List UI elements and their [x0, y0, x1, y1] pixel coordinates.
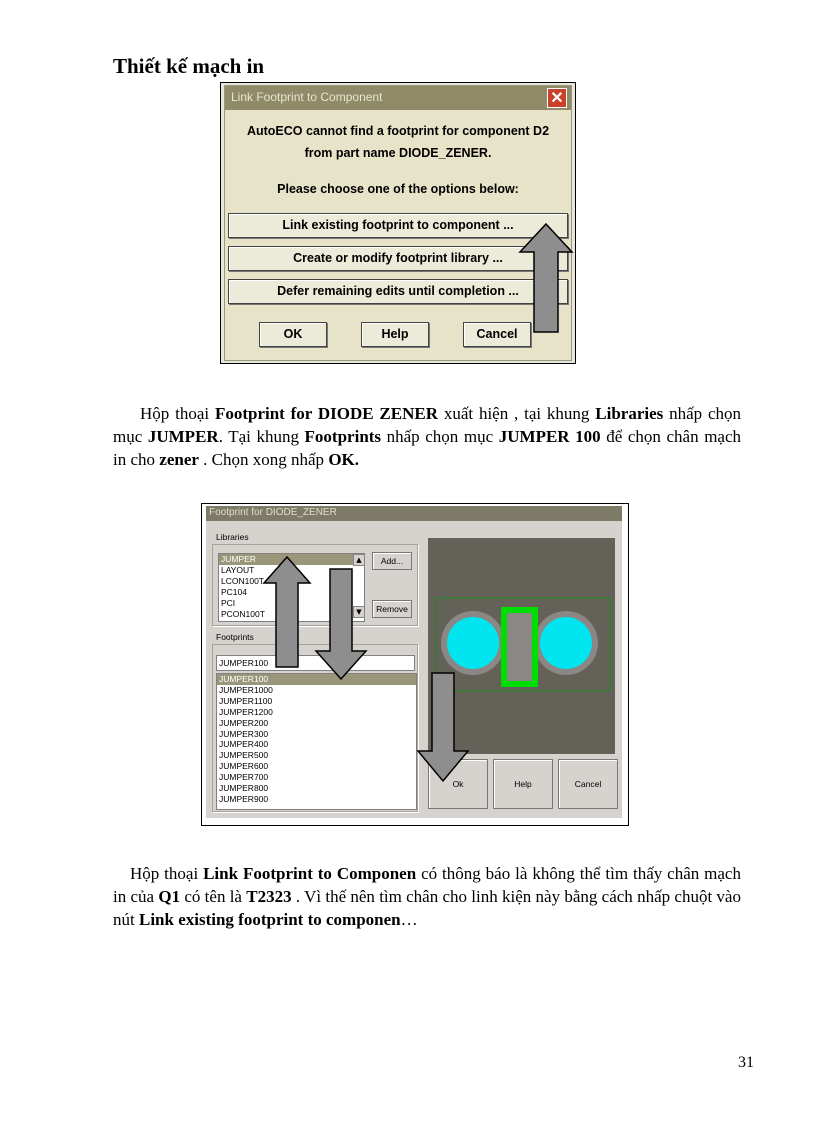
para1-text-5: nhấp chọn mục — [381, 427, 499, 446]
footprints-list[interactable] — [216, 673, 417, 810]
library-item[interactable]: PC104 — [221, 586, 247, 597]
link-existing-footprint-button[interactable]: Link existing footprint to component ... — [228, 213, 568, 238]
cancel-button[interactable]: Cancel — [463, 322, 531, 347]
page-number: 31 — [738, 1054, 754, 1071]
cancel-button-2[interactable]: Cancel — [558, 759, 618, 809]
para1-bold-2: Libraries — [595, 404, 664, 423]
close-icon[interactable]: ✕ — [547, 88, 567, 108]
para1-bold-3: JUMPER — [147, 427, 219, 446]
para1-text-2: xuất hiện , tại khung — [438, 404, 596, 423]
ok-button-2[interactable]: Ok — [428, 759, 488, 809]
footprint-item[interactable]: JUMPER1000 — [219, 684, 273, 695]
help-button[interactable]: Help — [361, 322, 429, 347]
scroll-down-icon[interactable]: ▼ — [353, 606, 365, 618]
para2-text-4: . Vì thế nên tìm chân cho linh kiện này bằng cách nhấp chuột vào nút — [113, 887, 741, 929]
up-arrow-annotation-2 — [262, 555, 312, 669]
para1-bold-4: Footprints — [304, 427, 382, 446]
para1-text-3: nhấp chọn mục — [113, 404, 742, 446]
page-heading: Thiết kế mạch in — [113, 54, 265, 78]
footprint-item[interactable]: JUMPER900 — [219, 793, 269, 804]
para2-bold-3: T2323 — [246, 887, 292, 906]
message-line-2: from part name DIODE_ZENER. — [304, 146, 492, 160]
library-item[interactable]: LCON100T — [221, 575, 264, 586]
remove-library-button[interactable]: Remove — [372, 600, 412, 618]
para1-text-7: . Chọn xong nhấp — [198, 450, 329, 469]
para1-bold-7: OK. — [328, 450, 360, 469]
scroll-up-icon[interactable]: ▲ — [353, 554, 365, 566]
library-item[interactable]: PCI — [221, 597, 236, 608]
up-arrow-annotation — [518, 222, 574, 334]
dialog2-title: Footprint for DIODE_ZENER — [209, 507, 337, 518]
footprint-item[interactable]: JUMPER500 — [219, 750, 269, 761]
footprint-item[interactable]: JUMPER1200 — [219, 706, 273, 717]
paragraph-2 — [113, 862, 741, 931]
para2-text-5: … — [400, 910, 418, 929]
defer-edits-button[interactable]: Defer remaining edits until completion ... — [228, 279, 568, 304]
para1-text-1: Hộp thoại — [140, 404, 215, 423]
footprints-label: Footprints — [216, 632, 254, 642]
para1-bold-1: Footprint for DIODE ZENER — [214, 404, 439, 423]
para2-bold-4: Link existing footprint to componen — [138, 910, 401, 929]
para1-bold-5: JUMPER 100 — [498, 427, 601, 446]
dialog2-title-bar[interactable] — [206, 506, 622, 521]
down-arrow-annotation-2 — [416, 671, 470, 783]
down-arrow-annotation — [314, 567, 368, 681]
add-library-button[interactable]: Add... — [372, 552, 412, 570]
para2-bold-1: Link Footprint to Componen — [203, 864, 417, 883]
para1-text-6: để chọn chân mạch in cho — [113, 427, 742, 469]
footprint-item[interactable]: JUMPER300 — [219, 728, 269, 739]
ok-button[interactable]: OK — [259, 322, 327, 347]
footprint-item[interactable]: JUMPER800 — [219, 783, 269, 794]
para2-text-2: có thông báo là không thể tìm thấy chân mạch in của — [113, 864, 741, 906]
library-item[interactable]: PCON100T — [221, 608, 265, 619]
prompt-text: Please choose one of the options below: — [277, 182, 519, 196]
footprint-item[interactable]: JUMPER400 — [219, 739, 269, 750]
library-item[interactable]: JUMPER — [219, 554, 364, 565]
para1-text-4: . Tại khung — [218, 427, 305, 446]
footprint-item[interactable]: JUMPER600 — [219, 761, 269, 772]
footprint-item[interactable]: JUMPER700 — [219, 772, 269, 783]
footprint-item[interactable]: JUMPER100 — [217, 674, 416, 685]
footprint-item[interactable]: JUMPER200 — [219, 717, 269, 728]
libraries-label: Libraries — [216, 532, 249, 542]
paragraph-1 — [113, 402, 741, 471]
dialog-title-bar[interactable] — [225, 86, 571, 110]
create-modify-library-button[interactable]: Create or modify footprint library ... — [228, 246, 568, 271]
para2-text-1: Hộp thoại — [130, 864, 204, 883]
footprint-item[interactable]: JUMPER1100 — [219, 695, 273, 706]
message-line-1: AutoECO cannot find a footprint for component D2 — [246, 124, 550, 138]
library-item[interactable]: LAYOUT — [221, 564, 255, 575]
para2-bold-2: Q1 — [158, 887, 181, 906]
dialog-title: Link Footprint to Component — [231, 90, 383, 104]
help-button-2[interactable]: Help — [493, 759, 553, 809]
para2-text-3: có tên là — [180, 887, 247, 906]
para1-bold-6: zener — [159, 450, 199, 469]
footprint-filter-input[interactable]: JUMPER100 — [216, 655, 415, 671]
